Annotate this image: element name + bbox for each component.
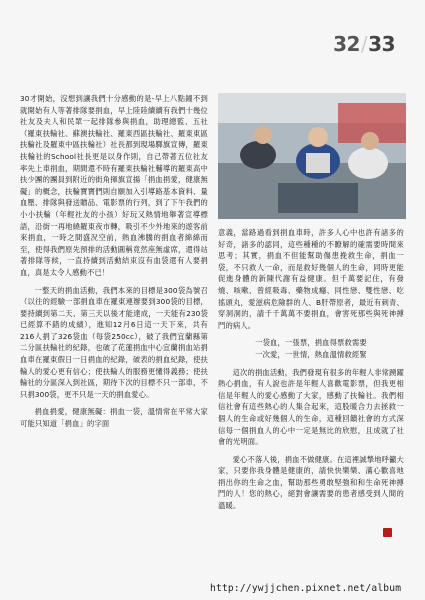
left-paragraph-1: 30才開始，沒想到讓我們十分感動的是-早上八點鐘不到就開始有人等著排隊要捐血，早上陸陸續續有我們十幾位社友及夫人和民眾一起排隊參與捐血，助理總監、五社（羅東扶輪社、蘇澳扶輪社、羅東西區扶輪社、羅東東區扶輪社及羅東中區扶輪社）社長都到現場驛旗宣傳，羅東扶輪社的School社長更是以身作則，自己帶著五位社友率先上車捐血，期間還不時有羅東扶輪社輔導的羅東高中扶少團的團員到附近的街角揮旗宣揚「捐血捐愛，健康無礙」的概念，扶輪寶寶們則自願加入引導路基本資料、量血壓、排隊與發送贈品、電影票的行列，到了下午我們的小小扶輪（年輕社友的小孩）好玩又熱情地舉著宣導標語，沿街一再地繞羅東夜市轉，吸引不少外地來的遊客前來捐血，一時之間盛況空前，熱血沸騰的捐血者綿綿而至，使得我們原先預排的活動圓稱竟然座無虛席，還得站著排隊等候，一直持續到活動結束沒有血袋還有人要捐血，真是太令人感動不已！	[20, 94, 208, 277]
left-paragraph-2: 一整天的捐血活動，我們本來的目標是300袋為號召（以往的經驗一部捐血車在羅東連辦要到300袋的目標，要持續到第二天、第三天以後才能達成，一天能有230袋已經算不錯的成績），進知12月6日這一天下來，共有216人捐了326袋血（每袋250cc），破了我們宜蘭縣第二分區扶輪社的紀錄，也破了花蓮捐血中心宜蘭捐血站捐血車在羅東假日一日捐血的紀錄，破表的捐血紀錄，使扶輪人的愛心更有信心；使扶輪人的服務更懂得義務；使扶輪社的分區深入到社區，期待下次的目標不只一部車，不只捐300袋，更不只是一天的捐血愛心。	[20, 285, 208, 399]
blood-donation-photo	[218, 93, 406, 219]
slogan-line-1: 一袋血，一張票，捐血得票救需要	[255, 338, 367, 348]
watermark-url: http://ywjjchen.pixnet.net/album	[210, 583, 402, 594]
right-paragraph-3: 愛心不落人後，捐血不做健康。在這裡誠摯地呼籲大家，只要你我身體是健康的，請快快樂樂、滿心歡喜地捐出你的生命之血，幫助那些勇敢堅強和和生命死神搏鬥的人！您的熱心，絕對會讓需要的患者感受到人間的溫暖。	[218, 454, 404, 511]
page-number-next: 33	[368, 32, 395, 56]
page-number	[333, 32, 395, 56]
left-column-text	[20, 93, 208, 430]
right-paragraph-2: 這次的捐血活動，我們發現有很多的年輕人非常踴躍熱心捐血，有人說也許是年輕人喜歡電影票，但我更相信是年輕人的愛心感動了大家，感動了扶輪社。我們相信社會有這些熱心的人集合起來，這股暖合力去拯救一個人的生命或好幾個人的生命，這種回饋社會的方式深信每一個捐血人的心中一定是無比的欣慰，且成就了社會的光明面。	[218, 367, 404, 447]
red-seal-icon	[383, 528, 392, 537]
right-paragraph-1: 意義，當路過看到捐血車時，許多人心中也許有諸多的好奇，諸多的認同，這些種種的不瞭解的確需要時間來思考；其實，捐血不但能幫助傷患挽救生命，捐血一袋，不只救人一命，而是救好幾個人的生命，同時更能促進身體的新陳代謝有益健康。但千萬要記住，有發燒、咳嗽、曾經吸毒、藥物成癮、同性戀、雙性戀、吃搖頭丸，愛滋病危險群的人、B肝帶原者，最近有刺青、穿洞洞的，請千千萬萬不要捐血，會害死那些與死神搏鬥的病人。	[218, 228, 404, 330]
right-column-text	[218, 227, 404, 512]
page-number-slash: /	[360, 32, 368, 56]
page-number-current: 32	[333, 32, 360, 56]
left-paragraph-3: 捐血捐愛，健康無礙：捐血一袋，溫情常在平常大家可能只知道「捐血」的字面	[20, 407, 208, 429]
slogan-line-2: 一次愛，一世情，熱血溫情救經緊	[255, 349, 367, 359]
